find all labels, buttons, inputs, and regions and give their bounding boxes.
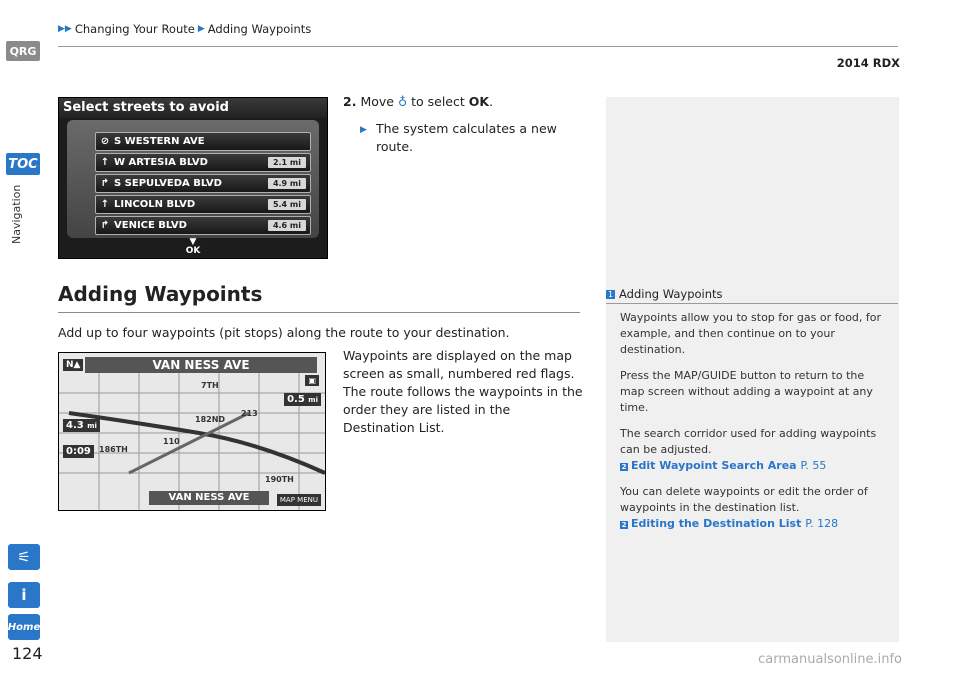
info-icon[interactable]: i: [8, 582, 40, 608]
intro-text: Add up to four waypoints (pit stops) along the route to your destination.: [58, 325, 510, 340]
note-paragraph: You can delete waypoints or edit the order of waypoints in the destination list.: [620, 485, 868, 514]
toc-tab[interactable]: TOC: [6, 153, 40, 175]
ref-link-edit-waypoint-search-area[interactable]: 2 Edit Waypoint Search Area P. 55: [621, 459, 827, 472]
map-view-icon[interactable]: ▣: [305, 375, 319, 386]
straight-arrow-icon: ↑: [100, 157, 110, 168]
map-screen: VAN NESS AVE VAN NESS AVE 7TH 182ND 186TH 190TH 213 110 N▲ 4.3 mi 0:09 0.5 mi ▣ MAP MENU: [58, 352, 326, 511]
home-icon[interactable]: Home: [8, 614, 40, 640]
waypoints-description: Waypoints are displayed on the map screen as small, numbered red flags. The route follows the waypoints in the order they are listed in the Destination List.: [343, 348, 583, 435]
step-2-result: ▶ The system calculates a new route.: [360, 121, 557, 154]
note-header: 1 Adding Waypoints: [607, 287, 723, 301]
avoid-streets-screen: [58, 97, 328, 259]
screen-title: Select streets to avoid: [59, 98, 327, 118]
heading-rule: [58, 312, 580, 313]
distance-readout: 4.3 mi: [63, 419, 100, 432]
list-item[interactable]: ↱ S SEPULVEDA BLVD 4.9 mi: [95, 174, 311, 193]
step-2: 2. Move ♁ to select OK.: [343, 94, 494, 109]
right-turn-icon: ↱: [100, 220, 110, 231]
list-item[interactable]: ↑ W ARTESIA BLVD 2.1 mi: [95, 153, 311, 172]
note-number-icon: 1: [607, 289, 614, 299]
section-heading: Adding Waypoints: [58, 282, 263, 306]
model-label: 2014 RDX: [836, 56, 900, 70]
note-rule: [606, 303, 898, 304]
right-turn-icon: ↱: [100, 178, 110, 189]
triangle-icon: ▶: [197, 24, 205, 34]
section-label: Navigation: [10, 184, 23, 244]
list-item[interactable]: ↑ LINCOLN BLVD 5.4 mi: [95, 195, 311, 214]
triangle-icon: ▶: [360, 125, 367, 135]
compass-icon[interactable]: N▲: [63, 359, 83, 371]
bottom-street: VAN NESS AVE: [149, 491, 269, 505]
note-paragraph: Press the MAP/GUIDE button to return to the map screen without adding a waypoint at any time.: [620, 369, 873, 414]
breadcrumb-item[interactable]: Adding Waypoints: [207, 22, 312, 36]
straight-arrow-icon: ↑: [100, 199, 110, 210]
ok-button[interactable]: ▼ OK: [59, 238, 327, 256]
triangle-icon: ▶▶: [58, 24, 72, 34]
chevron-down-icon: ▼: [189, 237, 197, 247]
voice-icon[interactable]: ⚟: [8, 544, 40, 570]
list-item[interactable]: ↱ VENICE BLVD 4.6 mi: [95, 216, 311, 235]
page-number: 124: [12, 644, 43, 663]
avoid-icon: ⊘: [100, 136, 110, 147]
breadcrumb-item[interactable]: Changing Your Route: [74, 22, 195, 36]
ref-link-editing-destination-list[interactable]: 2 Editing the Destination List P. 128: [621, 517, 839, 530]
breadcrumb: [58, 22, 311, 36]
interface-dial-icon: ♁: [397, 94, 408, 109]
map-menu-button[interactable]: MAP MENU: [277, 494, 321, 506]
eta-readout: 0:09: [63, 445, 94, 458]
link-arrow-icon: 2: [621, 463, 627, 471]
current-street: VAN NESS AVE: [85, 357, 317, 373]
qrg-tab[interactable]: QRG: [6, 41, 40, 61]
header-rule: [58, 46, 898, 47]
link-arrow-icon: 2: [621, 521, 627, 529]
note-paragraph: Waypoints allow you to stop for gas or food, for example, and then continue on to your destination.: [620, 311, 882, 356]
watermark: carmanualsonline.info: [758, 652, 902, 667]
list-item[interactable]: ⊘ S WESTERN AVE: [95, 132, 311, 151]
note-paragraph: The search corridor used for adding waypoints can be adjusted.: [620, 427, 877, 456]
scale-readout[interactable]: 0.5 mi: [284, 393, 321, 406]
